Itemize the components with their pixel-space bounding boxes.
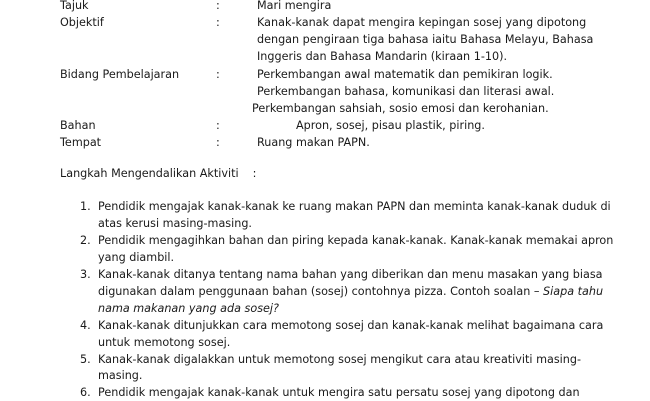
step-text: Kanak-kanak ditunjukkan cara memotong sosej dan kanak-kanak melihat bagaimana cara [98, 319, 604, 332]
step-text: Pendidik mengajak kanak-kanak untuk mengira satu persatu sosej yang dipotong dan [98, 386, 580, 399]
step-text-part: digunakan dalam penggunaan bahan (sosej) contohnya pizza. Contoh soalan – [98, 285, 544, 298]
info-value: Apron, sosej, pisau plastik, piring. [296, 119, 485, 132]
info-row-tajuk [0, 0, 650, 14]
step-number: 1. [80, 200, 91, 213]
info-value: Perkembangan bahasa, komunikasi dan literasi awal. [257, 85, 555, 98]
info-row-objektif [0, 14, 650, 31]
step-text [98, 283, 603, 300]
info-label: Objektif [60, 16, 104, 29]
step-question: Siapa tahu [543, 285, 604, 298]
step-number: 6. [80, 386, 91, 399]
step-text: untuk memotong sosej. [98, 336, 231, 349]
step-text: yang diambil. [98, 251, 175, 264]
info-row-bidang [0, 66, 650, 83]
step-number: 3. [80, 268, 91, 281]
info-label: Bidang Pembelajaran [60, 68, 180, 81]
info-colon: : [216, 136, 220, 149]
info-value: Perkembangan sahsiah, sosio emosi dan kerohanian. [252, 102, 549, 115]
step-number: 4. [80, 319, 91, 332]
step-number: 5. [80, 353, 91, 366]
info-colon: : [216, 68, 220, 81]
info-value: Kanak-kanak dapat mengira kepingan sosej yang dipotong [257, 16, 587, 29]
info-label: Tajuk [60, 0, 89, 12]
step-text: masing. [98, 369, 143, 382]
info-value: Inggeris dan Bahasa Mandarin (kiraan 1-10). [257, 50, 508, 63]
steps-heading [60, 165, 256, 182]
steps-heading-row [0, 165, 650, 182]
steps-heading-text: Langkah Mengendalikan Aktiviti [60, 167, 239, 180]
step-text: Kanak-kanak digalakkan untuk memotong sosej mengikut cara atau kreativiti masing- [98, 353, 581, 366]
info-row-objektif-cont [0, 31, 650, 48]
info-colon: : [216, 16, 220, 29]
info-value: dengan pengiraan tiga bahasa iaitu Bahasa Melayu, Bahasa [257, 33, 594, 46]
step-text: Kanak-kanak ditanya tentang nama bahan yang diberikan dan menu masakan yang biasa [98, 268, 603, 281]
info-row-objektif-cont [0, 48, 650, 65]
info-value: Perkembangan awal matematik dan pemikiran logik. [257, 68, 553, 81]
info-label: Bahan [60, 119, 96, 132]
info-value: Ruang makan PAPN. [257, 136, 370, 149]
info-colon: : [216, 119, 220, 132]
info-value: Mari mengira [257, 0, 332, 12]
steps-heading-colon: : [252, 167, 257, 180]
step-text: Pendidik mengagihkan bahan dan piring kepada kanak-kanak. Kanak-kanak memakai apron [98, 234, 614, 247]
step-question: nama makanan yang ada sosej? [98, 302, 279, 315]
info-row-tempat [0, 134, 650, 151]
info-label: Tempat [60, 136, 102, 149]
info-row-bidang-cont [0, 83, 650, 100]
step-text: Pendidik mengajak kanak-kanak ke ruang makan PAPN dan meminta kanak-kanak duduk di [98, 200, 611, 213]
step-text: atas kerusi masing-masing. [98, 217, 252, 230]
step-number: 2. [80, 234, 91, 247]
info-row-bidang-cont [0, 100, 650, 117]
info-colon: : [216, 0, 220, 12]
info-row-bahan [0, 117, 650, 134]
